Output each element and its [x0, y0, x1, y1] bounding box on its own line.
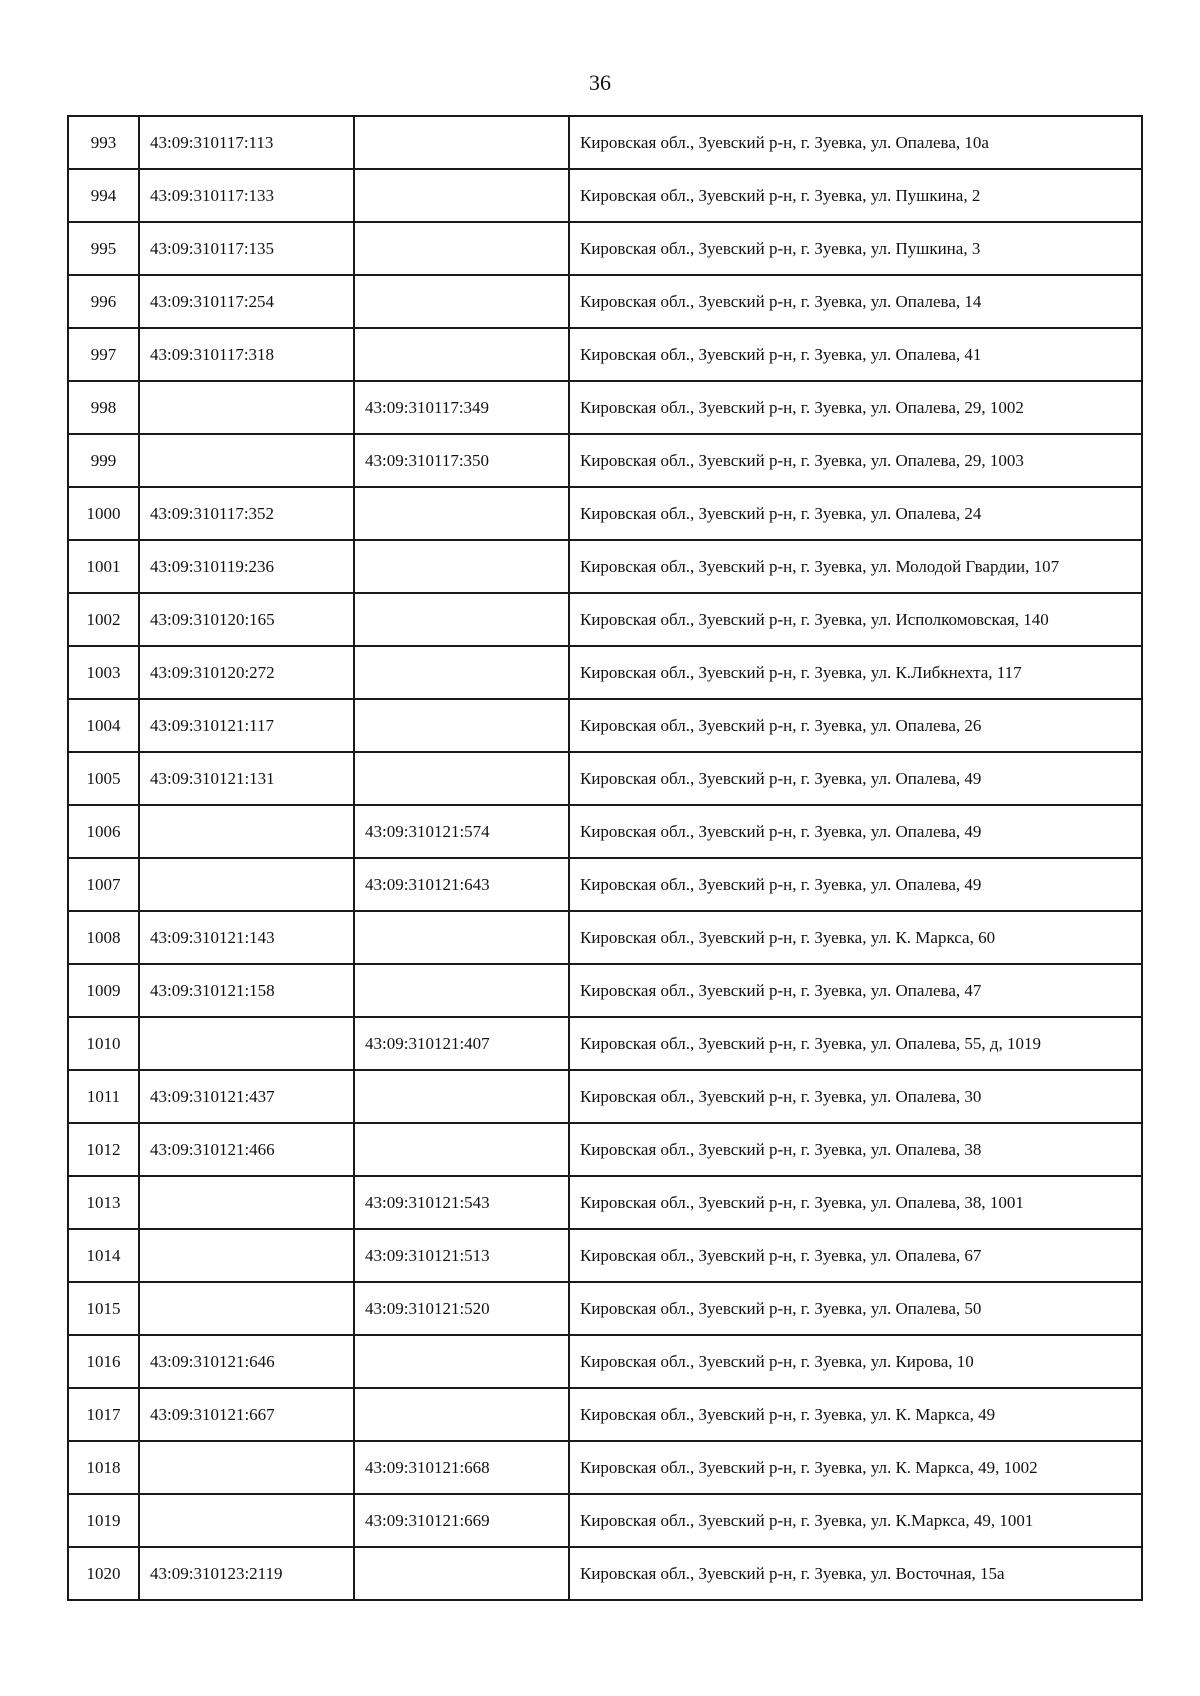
row-number-cell: 1011: [68, 1070, 139, 1123]
building-cadastral-number-cell: [354, 116, 569, 169]
land-cadastral-number-cell: 43:09:310117:352: [139, 487, 354, 540]
table-row: [68, 1123, 1142, 1176]
table-row: [68, 1176, 1142, 1229]
table-row: [68, 752, 1142, 805]
row-number-cell: 993: [68, 116, 139, 169]
row-number-cell: 1020: [68, 1547, 139, 1600]
table-row: [68, 222, 1142, 275]
address-cell: Кировская обл., Зуевский р-н, г. Зуевка, ул. Опалева, 29, 1002: [569, 381, 1142, 434]
building-cadastral-number-cell: 43:09:310121:668: [354, 1441, 569, 1494]
land-cadastral-number-cell: 43:09:310120:272: [139, 646, 354, 699]
table-row: [68, 1388, 1142, 1441]
row-number-cell: 996: [68, 275, 139, 328]
table-row: [68, 116, 1142, 169]
address-cell: Кировская обл., Зуевский р-н, г. Зуевка, ул. Опалева, 49: [569, 805, 1142, 858]
table-row: [68, 1441, 1142, 1494]
land-cadastral-number-cell: [139, 1017, 354, 1070]
land-cadastral-number-cell: 43:09:310121:143: [139, 911, 354, 964]
land-cadastral-number-cell: 43:09:310119:236: [139, 540, 354, 593]
building-cadastral-number-cell: 43:09:310121:407: [354, 1017, 569, 1070]
table-row: [68, 1547, 1142, 1600]
row-number-cell: 1013: [68, 1176, 139, 1229]
row-number-cell: 998: [68, 381, 139, 434]
row-number-cell: 1004: [68, 699, 139, 752]
table-row: [68, 381, 1142, 434]
building-cadastral-number-cell: 43:09:310121:520: [354, 1282, 569, 1335]
table-row: [68, 911, 1142, 964]
address-cell: Кировская обл., Зуевский р-н, г. Зуевка, ул. Молодой Гвардии, 107: [569, 540, 1142, 593]
address-cell: Кировская обл., Зуевский р-н, г. Зуевка, ул. Опалева, 29, 1003: [569, 434, 1142, 487]
building-cadastral-number-cell: [354, 1547, 569, 1600]
land-cadastral-number-cell: 43:09:310121:158: [139, 964, 354, 1017]
building-cadastral-number-cell: [354, 699, 569, 752]
row-number-cell: 994: [68, 169, 139, 222]
address-cell: Кировская обл., Зуевский р-н, г. Зуевка, ул. Опалева, 14: [569, 275, 1142, 328]
building-cadastral-number-cell: [354, 169, 569, 222]
land-cadastral-number-cell: [139, 381, 354, 434]
row-number-cell: 1017: [68, 1388, 139, 1441]
address-cell: Кировская обл., Зуевский р-н, г. Зуевка, ул. Опалева, 38: [569, 1123, 1142, 1176]
land-cadastral-number-cell: 43:09:310123:2119: [139, 1547, 354, 1600]
building-cadastral-number-cell: [354, 1388, 569, 1441]
table-row: [68, 805, 1142, 858]
table-row: [68, 1229, 1142, 1282]
building-cadastral-number-cell: [354, 487, 569, 540]
row-number-cell: 1006: [68, 805, 139, 858]
address-cell: Кировская обл., Зуевский р-н, г. Зуевка, ул. Опалева, 67: [569, 1229, 1142, 1282]
table-row: [68, 699, 1142, 752]
table-row: [68, 169, 1142, 222]
table-row: [68, 1494, 1142, 1547]
row-number-cell: 1001: [68, 540, 139, 593]
address-cell: Кировская обл., Зуевский р-н, г. Зуевка, ул. Восточная, 15а: [569, 1547, 1142, 1600]
address-cell: Кировская обл., Зуевский р-н, г. Зуевка, ул. Опалева, 55, д, 1019: [569, 1017, 1142, 1070]
building-cadastral-number-cell: [354, 540, 569, 593]
table-row: [68, 540, 1142, 593]
building-cadastral-number-cell: 43:09:310121:643: [354, 858, 569, 911]
building-cadastral-number-cell: 43:09:310121:513: [354, 1229, 569, 1282]
land-cadastral-number-cell: [139, 1494, 354, 1547]
row-number-cell: 1015: [68, 1282, 139, 1335]
table-row: [68, 1070, 1142, 1123]
row-number-cell: 1005: [68, 752, 139, 805]
building-cadastral-number-cell: [354, 646, 569, 699]
building-cadastral-number-cell: [354, 1123, 569, 1176]
building-cadastral-number-cell: [354, 593, 569, 646]
building-cadastral-number-cell: 43:09:310121:669: [354, 1494, 569, 1547]
building-cadastral-number-cell: [354, 328, 569, 381]
table-row: [68, 328, 1142, 381]
table-body: [68, 116, 1142, 1600]
land-cadastral-number-cell: 43:09:310120:165: [139, 593, 354, 646]
land-cadastral-number-cell: [139, 805, 354, 858]
row-number-cell: 1003: [68, 646, 139, 699]
address-cell: Кировская обл., Зуевский р-н, г. Зуевка, ул. Пушкина, 3: [569, 222, 1142, 275]
building-cadastral-number-cell: [354, 1335, 569, 1388]
land-cadastral-number-cell: 43:09:310117:133: [139, 169, 354, 222]
table-row: [68, 593, 1142, 646]
row-number-cell: 995: [68, 222, 139, 275]
building-cadastral-number-cell: 43:09:310117:349: [354, 381, 569, 434]
address-cell: Кировская обл., Зуевский р-н, г. Зуевка, ул. Опалева, 49: [569, 858, 1142, 911]
building-cadastral-number-cell: 43:09:310117:350: [354, 434, 569, 487]
table-row: [68, 434, 1142, 487]
land-cadastral-number-cell: 43:09:310117:254: [139, 275, 354, 328]
land-cadastral-number-cell: 43:09:310121:646: [139, 1335, 354, 1388]
land-cadastral-number-cell: [139, 1229, 354, 1282]
building-cadastral-number-cell: [354, 1070, 569, 1123]
row-number-cell: 999: [68, 434, 139, 487]
table-row: [68, 1282, 1142, 1335]
address-cell: Кировская обл., Зуевский р-н, г. Зуевка, ул. Опалева, 24: [569, 487, 1142, 540]
land-cadastral-number-cell: [139, 434, 354, 487]
land-cadastral-number-cell: [139, 858, 354, 911]
land-cadastral-number-cell: 43:09:310121:466: [139, 1123, 354, 1176]
row-number-cell: 1000: [68, 487, 139, 540]
row-number-cell: 1002: [68, 593, 139, 646]
building-cadastral-number-cell: [354, 275, 569, 328]
address-cell: Кировская обл., Зуевский р-н, г. Зуевка, ул. Опалева, 30: [569, 1070, 1142, 1123]
row-number-cell: 1014: [68, 1229, 139, 1282]
table-row: [68, 1335, 1142, 1388]
land-cadastral-number-cell: [139, 1176, 354, 1229]
table-row: [68, 964, 1142, 1017]
land-cadastral-number-cell: [139, 1282, 354, 1335]
land-cadastral-number-cell: 43:09:310121:117: [139, 699, 354, 752]
table-row: [68, 858, 1142, 911]
land-cadastral-number-cell: 43:09:310117:135: [139, 222, 354, 275]
building-cadastral-number-cell: [354, 964, 569, 1017]
address-cell: Кировская обл., Зуевский р-н, г. Зуевка, ул. К. Маркса, 60: [569, 911, 1142, 964]
land-cadastral-number-cell: 43:09:310121:667: [139, 1388, 354, 1441]
address-cell: Кировская обл., Зуевский р-н, г. Зуевка, ул. К.Либкнехта, 117: [569, 646, 1142, 699]
row-number-cell: 1010: [68, 1017, 139, 1070]
building-cadastral-number-cell: 43:09:310121:543: [354, 1176, 569, 1229]
page-number: 36: [589, 70, 611, 95]
address-cell: Кировская обл., Зуевский р-н, г. Зуевка, ул. Кирова, 10: [569, 1335, 1142, 1388]
table-row: [68, 1017, 1142, 1070]
building-cadastral-number-cell: 43:09:310121:574: [354, 805, 569, 858]
land-cadastral-number-cell: 43:09:310121:131: [139, 752, 354, 805]
row-number-cell: 1018: [68, 1441, 139, 1494]
address-cell: Кировская обл., Зуевский р-н, г. Зуевка, ул. К. Маркса, 49: [569, 1388, 1142, 1441]
table-row: [68, 275, 1142, 328]
land-cadastral-number-cell: 43:09:310117:318: [139, 328, 354, 381]
address-cell: Кировская обл., Зуевский р-н, г. Зуевка, ул. Опалева, 38, 1001: [569, 1176, 1142, 1229]
row-number-cell: 1019: [68, 1494, 139, 1547]
building-cadastral-number-cell: [354, 752, 569, 805]
address-cell: Кировская обл., Зуевский р-н, г. Зуевка, ул. Опалева, 10а: [569, 116, 1142, 169]
building-cadastral-number-cell: [354, 911, 569, 964]
row-number-cell: 1009: [68, 964, 139, 1017]
property-registry-table: [67, 115, 1143, 1601]
address-cell: Кировская обл., Зуевский р-н, г. Зуевка, ул. К.Маркса, 49, 1001: [569, 1494, 1142, 1547]
row-number-cell: 997: [68, 328, 139, 381]
address-cell: Кировская обл., Зуевский р-н, г. Зуевка, ул. Опалева, 50: [569, 1282, 1142, 1335]
address-cell: Кировская обл., Зуевский р-н, г. Зуевка, ул. Опалева, 26: [569, 699, 1142, 752]
address-cell: Кировская обл., Зуевский р-н, г. Зуевка, ул. Опалева, 41: [569, 328, 1142, 381]
row-number-cell: 1007: [68, 858, 139, 911]
table-row: [68, 646, 1142, 699]
land-cadastral-number-cell: [139, 1441, 354, 1494]
address-cell: Кировская обл., Зуевский р-н, г. Зуевка, ул. Пушкина, 2: [569, 169, 1142, 222]
land-cadastral-number-cell: 43:09:310121:437: [139, 1070, 354, 1123]
address-cell: Кировская обл., Зуевский р-н, г. Зуевка, ул. К. Маркса, 49, 1002: [569, 1441, 1142, 1494]
row-number-cell: 1012: [68, 1123, 139, 1176]
address-cell: Кировская обл., Зуевский р-н, г. Зуевка, ул. Исполкомовская, 140: [569, 593, 1142, 646]
row-number-cell: 1008: [68, 911, 139, 964]
address-cell: Кировская обл., Зуевский р-н, г. Зуевка, ул. Опалева, 49: [569, 752, 1142, 805]
table-row: [68, 487, 1142, 540]
land-cadastral-number-cell: 43:09:310117:113: [139, 116, 354, 169]
row-number-cell: 1016: [68, 1335, 139, 1388]
address-cell: Кировская обл., Зуевский р-н, г. Зуевка, ул. Опалева, 47: [569, 964, 1142, 1017]
building-cadastral-number-cell: [354, 222, 569, 275]
